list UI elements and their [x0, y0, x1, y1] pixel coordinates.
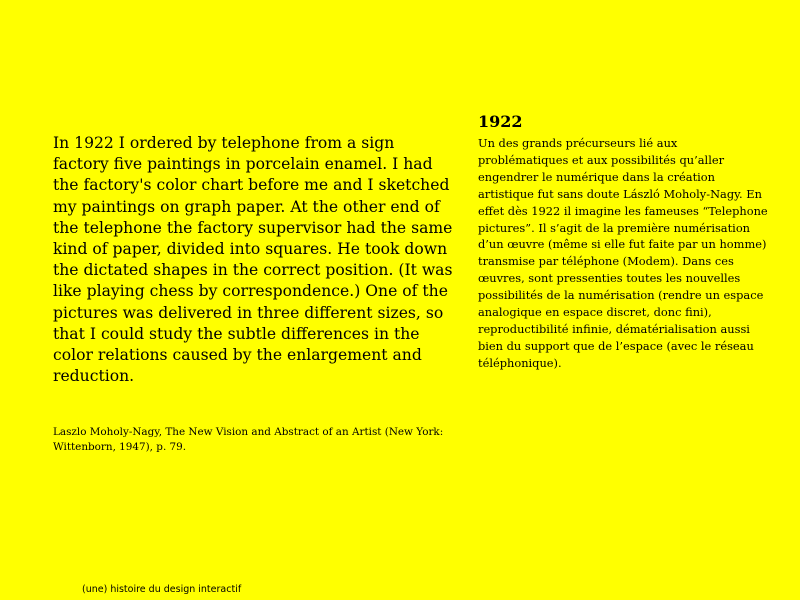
sidebar-body-text: Un des grands précurseurs lié aux problématiques et aux possibilités qu’aller engendrer le numérique dans la création artistique fut sans doute László Moholy-Nagy. En effet dès 1922 il imagine les fameuses “Telephone pictures”. Il s’agit de la première numérisation d’un œuvre (même si elle fut faite par un homme) transmise par téléphone (Modem). Dans ces œuvres, sont pressenties toutes les nouvelles possibilités de la numérisation (rendre un espace analogique en espace discret, donc fini), reproductibilité infinie, dématérialisation aussi bien du support que de l’espace (avec le réseau téléphonique). — [478, 136, 768, 370]
sidebar-year-heading: 1922 — [478, 112, 523, 131]
footer-caption: (une) histoire du design interactif — [82, 584, 242, 595]
quote-citation: Laszlo Moholy-Nagy, The New Vision and Abstract of an Artist (New York: Wittenborn, 1947), p. 79. — [53, 426, 444, 453]
quote-text: In 1922 I ordered by telephone from a sign factory five paintings in porcelain enamel. I had the factory's color chart before me and I sketched my paintings on graph paper. At the other end of the telephone the factory supervisor had the same kind of paper, divided into squares. He took down the dictated shapes in the correct position. (It was like playing chess by correspondence.) One of the pictures was delivered in three different sizes, so that I could study the subtle differences in the color relations caused by the enlargement and reduction. — [53, 134, 453, 386]
